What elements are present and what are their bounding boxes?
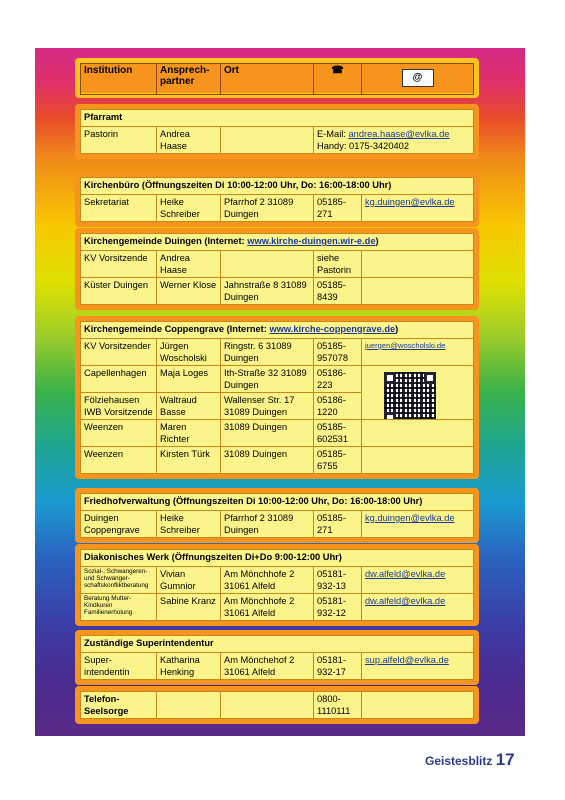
mail-icon: @: [402, 69, 434, 87]
column-header: [75, 58, 479, 98]
person-cell: Vivian Gumnior: [157, 567, 221, 594]
address-cell: Am Mönchhofe 2 31061 Alfeld: [221, 567, 314, 594]
person-cell: Waltraud Basse: [157, 393, 221, 420]
address-cell: [221, 251, 314, 278]
institution-cell: Super- intendentin: [81, 653, 157, 680]
person-cell: Katharina Henking: [157, 653, 221, 680]
institution-cell: Duingen Coppengrave: [81, 511, 157, 538]
section-title: Diakonisches Werk (Öffnungszeiten Di+Do 9:00-12:00 Uhr): [81, 550, 474, 567]
phone-cell: 05185-271: [314, 195, 362, 222]
qr-code-image[interactable]: [384, 372, 436, 420]
person-cell: Heike Schreiber: [157, 511, 221, 538]
phone-icon: ☎: [314, 64, 362, 95]
contact-cell: E-Mail: andrea.haase@evlka.de Handy: 0175-3420402: [314, 127, 474, 154]
institution-cell: Weenzen: [81, 447, 157, 474]
institution-cell: KV Vorsitzender: [81, 339, 157, 366]
email-link[interactable]: juergen@woscholski.de: [365, 341, 446, 350]
phone-cell: 0800-1110111: [314, 692, 362, 719]
institution-cell: Beratung Mutter-Kindkuren Familienerholung: [81, 594, 157, 621]
section-kirchengemeinde-coppengrave: [75, 316, 479, 479]
address-cell: Wallenser Str. 17 31089 Duingen: [221, 393, 314, 420]
section-title: Pfarramt: [81, 110, 474, 127]
section-friedhofverwaltung: [75, 488, 479, 543]
handy-number: Handy: 0175-3420402: [317, 141, 410, 151]
section-kirchengemeinde-duingen: [75, 228, 479, 310]
address-cell: Am Mönchehof 2 31061 Alfeld: [221, 653, 314, 680]
phone-cell: 05186-1220: [314, 393, 362, 420]
person-cell: Kirsten Türk: [157, 447, 221, 474]
institution-cell: Weenzen: [81, 420, 157, 447]
header-institution: Institution: [81, 64, 157, 95]
section-title: Kirchenbüro (Öffnungszeiten Di 10:00-12:00 Uhr, Do: 16:00-18:00 Uhr): [81, 178, 474, 195]
person-cell: Sabine Kranz: [157, 594, 221, 621]
header-ort: Ort: [221, 64, 314, 95]
section-superintendentur: [75, 630, 479, 685]
email-link[interactable]: kg.duingen@evlka.de: [365, 197, 455, 207]
phone-cell: 05185-957078: [314, 339, 362, 366]
section-title: Kirchengemeinde Duingen (Internet: www.kirche-duingen.wir-e.de): [81, 234, 474, 251]
institution-cell: Pastorin: [81, 127, 157, 154]
magazine-title: Geistesblitz: [425, 754, 493, 768]
person-cell: Andrea Haase: [157, 127, 221, 154]
address-cell: 31089 Duingen: [221, 420, 314, 447]
section-kirchenbuero: [75, 172, 479, 227]
phone-cell: 05185-602531: [314, 420, 362, 447]
phone-cell: 05181-932-12: [314, 594, 362, 621]
person-cell: Jürgen Woscholski: [157, 339, 221, 366]
person-cell: Heike Schreiber: [157, 195, 221, 222]
person-cell: Maren Richter: [157, 420, 221, 447]
institution-cell: Capellenhagen: [81, 366, 157, 393]
section-title: Kirchengemeinde Coppengrave (Internet: www.kirche-coppengrave.de): [81, 322, 474, 339]
website-link[interactable]: www.kirche-duingen.wir-e.de: [247, 236, 376, 246]
person-cell: Andrea Haase: [157, 251, 221, 278]
section-diakonisches-werk: [75, 544, 479, 626]
phone-cell: 05186-223: [314, 366, 362, 393]
phone-cell: 05185-271: [314, 511, 362, 538]
section-title: Zuständige Superintendentur: [81, 636, 474, 653]
address-cell: Ringstr. 6 31089 Duingen: [221, 339, 314, 366]
institution-cell: Fölziehausen IWB Vorsitzende: [81, 393, 157, 420]
phone-cell: siehe Pastorin: [314, 251, 362, 278]
person-cell: Maja Loges: [157, 366, 221, 393]
email-link[interactable]: dw.alfeld@evlka.de: [365, 596, 446, 606]
qr-code-cell: [362, 366, 474, 420]
email-link[interactable]: kg.duingen@evlka.de: [365, 513, 455, 523]
address-cell: Jahnstraße 8 31089 Duingen: [221, 278, 314, 305]
phone-cell: 05181-932-17: [314, 653, 362, 680]
page-number: 17: [495, 750, 515, 769]
address-cell: Pfarrhof 2 31089 Duingen: [221, 195, 314, 222]
institution-cell: Sozial-, Schwangeren- und Schwanger- schaftskonfliktberatung: [81, 567, 157, 594]
institution-cell: Telefon- Seelsorge: [81, 692, 157, 719]
institution-cell: KV Vorsitzende: [81, 251, 157, 278]
email-link[interactable]: dw.alfeld@evlka.de: [365, 569, 446, 579]
address-cell: Pfarrhof 2 31089 Duingen: [221, 511, 314, 538]
institution-cell: Sekretariat: [81, 195, 157, 222]
institution-cell: Küster Duingen: [81, 278, 157, 305]
email-link[interactable]: andrea.haase@evlka.de: [348, 129, 450, 139]
section-telefonseelsorge: [75, 686, 479, 724]
website-link[interactable]: www.kirche-coppengrave.de: [269, 324, 396, 334]
address-cell: [221, 127, 314, 154]
email-link[interactable]: sup.alfeld@evlka.de: [365, 655, 449, 665]
person-cell: Werner Klose: [157, 278, 221, 305]
address-cell: 31089 Duingen: [221, 447, 314, 474]
address-cell: Ith-Straße 32 31089 Duingen: [221, 366, 314, 393]
address-cell: Am Mönchhofe 2 31061 Alfeld: [221, 594, 314, 621]
phone-cell: 05185-8439: [314, 278, 362, 305]
section-title: Friedhofverwaltung (Öffnungszeiten Di 10:00-12:00 Uhr, Do: 16:00-18:00 Uhr): [81, 494, 474, 511]
header-ansprechpartner: Ansprech- partner: [157, 64, 221, 95]
page-footer: [425, 750, 515, 770]
section-pfarramt: [75, 104, 479, 159]
phone-cell: 05181-932-13: [314, 567, 362, 594]
phone-cell: 05185-6755: [314, 447, 362, 474]
